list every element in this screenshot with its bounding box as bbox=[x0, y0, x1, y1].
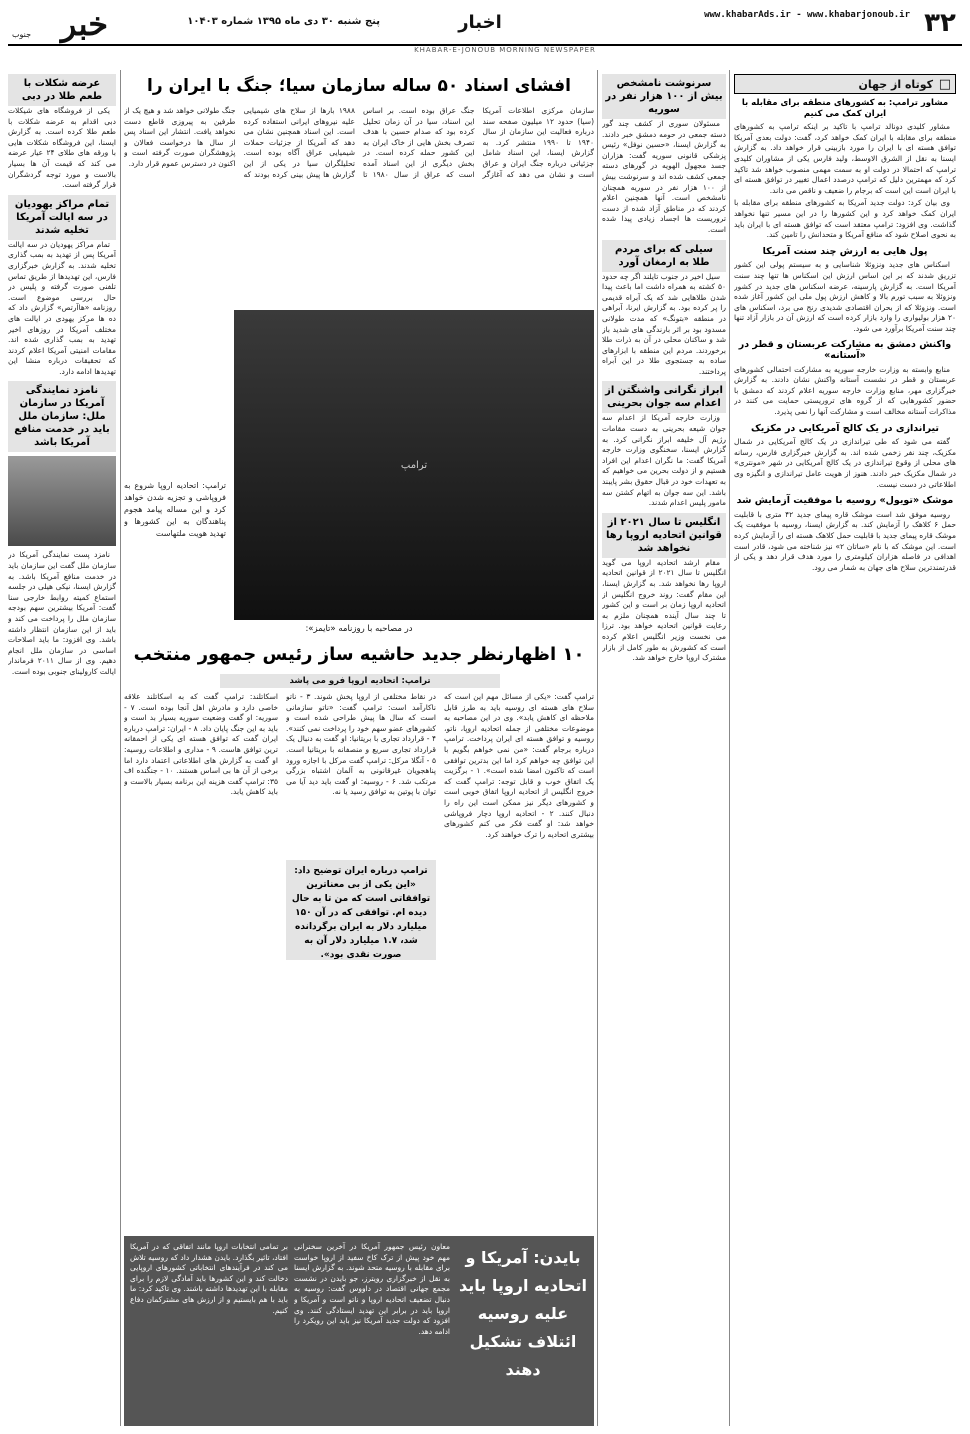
section-title: اخبار bbox=[458, 12, 502, 33]
brief-body-4: منابع وابسته به وزارت خارجه سوریه به مشارکت احتمالی کشورهای عربستان و قطر در نشست آستانه واکنش نشان دادند. به گزارش خبرگزاری مهر، منابع وزارت خارجه سوریه اعلام کردند که دمشق با حضور کشورهایی که از گروه های تروریستی حمایت می کنند در مذاکرات آستانه مخالف است و مشارکت آنها را نمی پذیرد. bbox=[734, 364, 956, 417]
column-divider bbox=[729, 70, 730, 1426]
biden-body-2: بر تمامی انتخابات اروپا مانند اتفاقی که در آمریکا افتاد، تاثیر بگذارد. بایدن هشدار داد که روسیه تلاش می کند در فرآیندهای انتخاباتی کشورهای اروپایی دخالت کند و این کشورها باید آمادگی لازم را برای مقابله با این تهدیدها داشته باشند. وی تاکید کرد: ما باید با هم بایستیم و از ارزش های مشترکمان دفاع کنیم. bbox=[130, 1242, 288, 1315]
trump-body-col-3: اسکاتلند: ترامپ گفت که به اسکاتلند علاقه خاصی دارد و مادرش اهل آنجا بوده است. ۷ - سوریه: او گفت وضعیت سوریه بسیار بد است و باید به این جنگ پایان داد. ۸ - ایران: ترامپ درباره ایران گفت که توافق هسته ای یکی از احمقانه ترین توافق هاست. ۹ - مداری و اطلاعات روسیه: او گفت به گزارش های اطلاعاتی اعتماد دارد اما برخی از آن ها بی اساس هستند. ۱۰ - جنگنده اف ۳۵: ترامپ گفت هزینه این برنامه بسیار بالاست و باید کاهش یابد. bbox=[124, 692, 278, 797]
news-column-2 bbox=[602, 74, 726, 1424]
issue-date: پنج شنبه ۳۰ دی ماه ۱۳۹۵ شماره ۱۰۴۰۳ bbox=[187, 16, 380, 27]
trump-body-col-2: در نقاط مختلفی از اروپا پخش شوند. ۳ - ناتو ناکارآمد است: ترامپ گفت: «ناتو سازمانی است که سال ها پیش طراحی شده است و کشورهای عضو سهم خود را پرداخت نمی کنند». ۴ - قرارداد تجاری با بریتانیا: او گفت به دنبال یک قرارداد تجاری سریع و منصفانه با بریتانیا است. ۵ - آنگلا مرکل: ترامپ گفت مرکل با اجازه ورود پناهجویان غیرقانونی به آلمان اشتباه بزرگی مرتکب شد. ۶ - روسیه: او گفت باید دید آیا می توان با پوتین به توافق رسید یا نه. bbox=[286, 692, 436, 797]
chocolate-body: یکی از فروشگاه های شیکلات دبی اقدام به عرضه شکلات با طعم طلا کرده است. به گزارش ایسنا، این فروشگاه شکلات هایی با ورقه های طلای ۲۴ عیار عرضه می کند که قیمت آن ها بسیار بالاست و مورد توجه گردشگران قرار گرفته است. bbox=[8, 106, 116, 190]
site-url: www.khabarAds.ir - www.khabarjonoub.ir bbox=[704, 10, 910, 20]
briefs-title-bar bbox=[734, 74, 956, 94]
biden-box bbox=[124, 1236, 594, 1426]
bahrain-body: وزارت خارجه آمریکا از اعدام سه جوان شیعه بحرینی به دست مقامات رژیم آل خلیفه ابراز نگرانی کرد. به گزارش ایسنا، سخنگوی وزارت خارجه آمریکا گفت: ما نگران اعدام این افراد هستیم و از دولت بحرین می خواهیم که به تعهدات خود در قبال حقوق بشر پایبند باشد. این سه جوان به اتهام کشتن سه مامور پلیس اعدام شدند. bbox=[602, 413, 726, 508]
un-photo bbox=[8, 456, 116, 546]
photo-caption: ترامپ: اتحادیه اروپا شروع به فروپاشی و تجزیه شدن خواهد کرد و این مساله پیامد هجوم پناهندگان به این کشورها و تهدید هویت ملتهاست bbox=[124, 481, 226, 538]
syria-body: مسئولان سوری از کشف چند گور دسته جمعی در حومه دمشق خبر دادند. به گزارش ایسنا، «حسین نوفل» رئیس پزشکی قانونی سوریه گفت: هزاران جسد مجهول الهویه در گورهای دسته جمعی کشف شده اند و سرنوشت بیش از ۱۰۰ هزار نفر در سوریه همچنان نامشخص است. آنها همچنین اعلام کردند که در مناطق آزاد شده از دست تروریست ها اجساد زیادی پیدا شده است. bbox=[602, 119, 726, 234]
brief-body-6: روسیه موفق شد است موشک قاره پیمای جدید ۴۲ متری با قابلیت حمل ۶ کلاهک را آزمایش کند. به گزارش ایسنا، روسیه با موفقیت یک موشک قاره پیمای جدید با قابلیت حمل کلاهک هسته ای را آزمایش کرده است. این موشک که با نام «ساتان ۲» نیز شناخته می شود، قادر است اهدافی در فاصله هزاران کیلومتری را مورد هدف قرار دهد و یکی از قدرتمندترین سلاح های جهان به شمار می رود. bbox=[734, 509, 956, 572]
column-divider bbox=[120, 70, 121, 1426]
left-column bbox=[8, 74, 116, 1424]
page-number: ۳۲ bbox=[924, 8, 956, 38]
column-divider bbox=[597, 70, 598, 1426]
uk-headline: انگلیس تا سال ۲۰۲۱ از قوانین اتحادیه اروپا رها نخواهد شد bbox=[602, 513, 726, 558]
jewish-centers-body: تمام مراکز یهودیان در سه ایالت آمریکا پس از تهدید به بمب گذاری تخلیه شدند. به گزارش خبرگزاری فارس، این تهدیدها از طریق تماس تلفنی صورت گرفته و پلیس در حال بررسی موضوع است. روزنامه «هاآرتص» گزارش داد که ده ها مرکز یهودی در ایالت های مختلف آمریکا در روزهای اخیر تهدید به بمب گذاری شده اند. مقامات امنیتی آمریکا اعلام کردند که تحقیقات درباره منشا این تهدیدها ادامه دارد. bbox=[8, 239, 116, 376]
gold-flood-body: سیل اخیر در جنوب تایلند اگر چه حدود ۵۰ کشته به همراه داشت اما باعث پیدا شدن طلاهایی شد که یک آبراه قدیمی را پر کرده بود. به گزارش ایرنا، آبراهی در منطقه «بتونگ» که مدت طولانی مسدود بود بر اثر بارندگی های شدید باز شد و ساکنان محلی در آن به ذرات طلا برخوردند. مردم این منطقه با ابزارهای ساده به جستجوی طلا در این آبراه پرداختند. bbox=[602, 271, 726, 376]
gold-flood-headline: سیلی که برای مردم طلا به ارمغان آورد bbox=[602, 240, 726, 272]
logo-small-text: جنوب bbox=[12, 30, 32, 39]
trump-kicker: در مصاحبه با روزنامه «تایمز»: bbox=[305, 624, 413, 634]
brief-body-5: گفته می شود که طی تیراندازی در یک کالج آمریکایی در شمال مکزیک، چند نفر زخمی شده اند. به گزارش خبرگزاری فارس، رسانه های محلی از وقوع تیراندازی در یک کالج آمریکایی در شهر «مونتری» در شمال مکزیک خبر دادند. هنوز از هویت عامل تیراندازی و انگیزه وی اطلاعاتی در دست نیست. bbox=[734, 437, 956, 489]
pull-quote: ترامپ درباره ایران توضیح داد: «این یکی از بی معناترین توافقاتی است که من تا به حال دیده ام. توافقی که در آن ۱۵۰ میلیارد دلار به ایران برگردانده شد، ۱.۷ میلیارد دلار آن به صورت نقدی بود». bbox=[286, 860, 436, 960]
jewish-centers-headline: تمام مراکز یهودیان در سه ایالت آمریکا تخلیه شدند bbox=[8, 195, 116, 240]
syria-headline: سرنوشت نامشخص بیش از ۱۰۰ هزار نفر در سوریه bbox=[602, 74, 726, 119]
uk-body: مقام ارشد اتحادیه اروپا می گوید انگلیس تا سال ۲۰۲۱ از قوانین اتحادیه اروپا رها نخواهد شد. به گزارش ایسنا، این مقام گفت: روند خروج انگلیس از اتحادیه اروپا زمان بر است و این کشور تا چند سال آینده همچنان ملزم به رعایت قوانین اتحادیه خواهد بود. ترزا می نخست وزیر انگلیس اعلام کرده است که کشورش به طور کامل از بازار مشترک اروپا خارج خواهد شد. bbox=[602, 557, 726, 663]
chocolate-headline: عرضه شکلات با طعم طلا در دبی bbox=[8, 74, 116, 106]
brief-body-3: اسکناس های جدید ونزوئلا شناسایی و به سیستم پولی این کشور تزریق شدند که بر این اساس ارزش این اسکناس ها تنها چند سنت آمریکا است. به گزارش پارسینه، عرضه اسکناس های جدید در کشور ونزوئلا به سبب تورم بالا و کاهش ارزش پول ملی این کشور آغاز شده است. ونزوئلا که از بحران اقتصادی شدیدی رنج می برد، اسکناس های ۲۰ هزار بولیواری را وارد بازار کرده است که ارزش آن در بازار آزاد تنها چند سنت آمریکا برآورد می شود. bbox=[734, 260, 956, 333]
briefs-title: کوتاه از جهان bbox=[858, 78, 933, 91]
brief-headline-3: واکنش دمشق به مشارکت عربستان و قطر در «آستانه» bbox=[738, 339, 952, 362]
globe-icon: □ bbox=[938, 77, 951, 92]
cia-body: سازمان مرکزی اطلاعات آمریکا (سیا) حدود ۱۲ میلیون صفحه سند درباره فعالیت این سازمان از سال ۱۹۴۰ تا ۱۹۹۰ منتشر کرد. به گزارش ایسنا، این اسناد شامل جزئیاتی درباره جنگ ایران و عراق است و نشان می دهد که آغازگر جنگ عراق بوده است. بر اساس این اسناد، سیا در آن زمان تحلیل کرده بود که صدام حسین با هدف تصرف بخش هایی از خاک ایران به این کشور حمله کرده است. در بخش دیگری از این اسناد آمده است که عراق از سال ۱۹۸۰ تا ۱۹۸۸ بارها از سلاح های شیمیایی علیه نیروهای ایرانی استفاده کرده است. این اسناد همچنین نشان می دهد که آمریکا از جزئیات حملات شیمیایی عراق آگاه بوده است. تحلیلگران سیا در یکی از این گزارش ها پیش بینی کرده بودند که جنگ طولانی خواهد شد و هیچ یک از طرفین به پیروزی قاطع دست نخواهد یافت. انتشار این اسناد پس از سال ها درخواست فعالان و پژوهشگران صورت گرفته است و اکنون در دسترس عموم قرار دارد. bbox=[124, 106, 594, 179]
brief-headline-2: پول هایی به ارزش چند سنت آمریکا bbox=[762, 245, 928, 257]
biden-headline: بایدن: آمریکا و اتحادیه اروپا باید علیه روسیه ائتلاف تشکیل دهند bbox=[458, 1248, 587, 1379]
brief-headline-4: تیراندازی در یک کالج آمریکایی در مکزیک bbox=[751, 422, 939, 434]
trump-photo bbox=[234, 310, 594, 620]
brief-headline-1: مشاور ترامپ: به کشورهای منطقه برای مقابله با ایران کمک می کنیم bbox=[741, 98, 949, 119]
brief-headline-5: موشک «تویول» روسیه با موفقیت آزمایش شد bbox=[736, 495, 954, 507]
brief-body-1: مشاور کلیدی دونالد ترامپ با تاکید بر اینکه ترامپ به کشورهای منطقه برای مقابله با ایران کمک خواهد کرد، گفت: دولت بعدی آمریکا توافق هسته ای با ایران را مورد بازبینی قرار خواهد داد. به گزارش ایسنا به نقل از الشرق الاوسط، ولید فارس یکی از مشاوران کلیدی ترامپ که احتمالا در دولت او به سمت مهمی منصوب خواهد شد تاکید کرد که مهمترین دلیل که ترامپ درصدد اعمال تغییر در توافق هسته ای با ایران است این است که برجام را ضعیف و ناقص می داند. bbox=[734, 122, 956, 195]
un-headline: نامزد نمایندگی آمریکا در سازمان ملل: سازمان ملل باید در خدمت منافع آمریکا باشد bbox=[8, 381, 116, 452]
biden-body-1: معاون رئیس جمهور آمریکا در آخرین سخنرانی مهم خود پیش از ترک کاخ سفید از اروپا خواست برای مقابله با روسیه متحد شوند. به گزارش ایسنا به نقل از خبرگزاری رویترز، جو بایدن در نشست مجمع جهانی اقتصاد در داووس گفت: روسیه به دنبال تضعیف اتحادیه اروپا و ناتو است و آمریکا و اروپا باید در برابر این تهدید ایستادگی کنند. وی افزود که دولت جدید آمریکا نیز باید این رویکرد را ادامه دهد. bbox=[294, 1242, 450, 1336]
trump-deck: ترامپ: اتحادیه اروپا فرو می پاشد bbox=[220, 674, 500, 688]
cia-headline: افشای اسناد ۵۰ ساله سازمان سیا؛ جنگ با ایران را bbox=[147, 76, 571, 96]
masthead-english: KHABAR-E-JONOUB MORNING NEWSPAPER bbox=[414, 46, 596, 54]
briefs-column bbox=[734, 98, 956, 1428]
trump-photo-label: ترامپ bbox=[400, 459, 428, 471]
trump-body-col-1: ترامپ گفت: «یکی از مسائل مهم این است که سلاح های هسته ای روسیه باید به طرز قابل ملاحظه ای کاهش یابد». وی در این مصاحبه به موضوعات مختلفی از جمله اتحادیه اروپا، ناتو، روسیه و توافق هسته ای ایران پرداخت. ترامپ درباره برجام گفت: «من نمی خواهم بگویم با این توافق چه خواهم کرد اما این بدترین توافقی است که تاکنون امضا شده است». ۱ - برگزیت یک اتفاق خوب و قابل توجه: ترامپ گفت که خروج انگلیس از اتحادیه اروپا اتفاق خوبی است و کشورهای دیگر نیز ممکن است این راه را دنبال کنند. ۲ - اتحادیه اروپا دچار فروپاشی خواهد شد: او گفت فکر می کنم کشورهای بیشتری اتحادیه را ترک خواهند کرد. bbox=[444, 692, 594, 839]
bahrain-headline: ابراز نگرانی واشنگتن از اعدام سه جوان بحرینی bbox=[602, 381, 726, 413]
brief-body-2: وی بیان کرد: دولت جدید آمریکا به کشورهای منطقه برای مقابله با ایران کمک خواهد کرد و این کشورها را در این مسیر تنها نخواهد گذاشت. وی افزود: ترامپ معتقد است که توافق هسته ای با ایران باید به نحوی اصلاح شود که منافع آمریکا و متحدانش را تامین کند. bbox=[734, 198, 956, 240]
un-body: نامزد پست نمایندگی آمریکا در سازمان ملل گفت این سازمان باید در خدمت منافع آمریکا باشد. به گزارش ایسنا، نیکی هیلی در جلسه استماع کمیته روابط خارجی سنا گفت: آمریکا بیشترین سهم بودجه سازمان ملل را پرداخت می کند و باید از این سازمان انتظار داشته باشد. وی افزود: ما باید اصلاحات اساسی در سازمان ملل انجام دهیم. وی از سال ۲۰۱۱ فرماندار ایالت کارولینای جنوبی بوده است. bbox=[8, 550, 116, 676]
masthead-logo bbox=[8, 4, 108, 44]
trump-headline: ۱۰ اظهارنظر جدید حاشیه ساز رئیس جمهور منتخب bbox=[133, 644, 585, 665]
logo-text: خبر bbox=[60, 5, 108, 43]
